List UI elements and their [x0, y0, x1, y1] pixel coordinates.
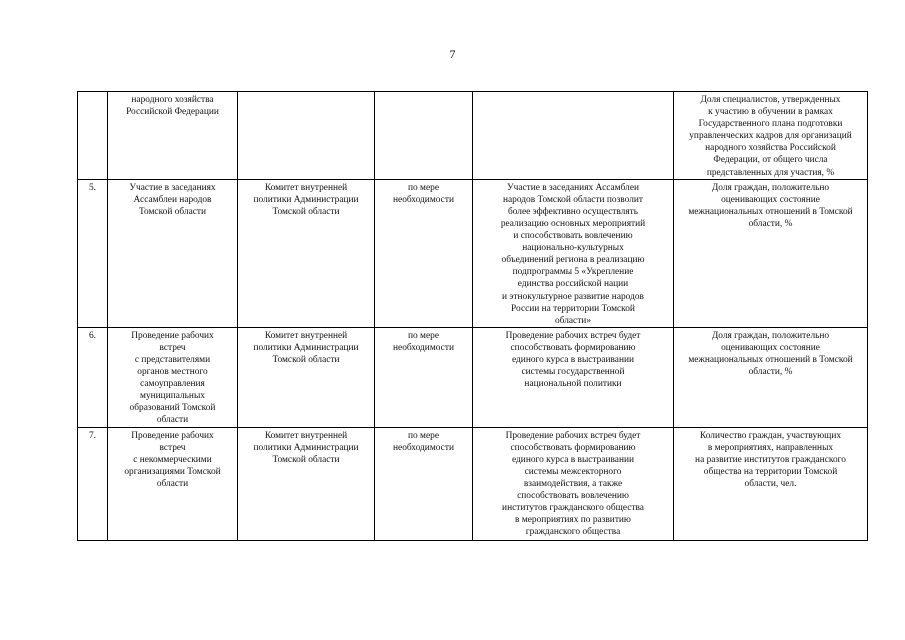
measures-table	[77, 91, 868, 541]
page-number: 7	[449, 47, 456, 61]
table-row	[78, 327, 868, 427]
event-cell: народного хозяйства Российской Федерации	[108, 92, 238, 180]
term-cell: по мере необходимости	[375, 327, 473, 427]
result-cell: Проведение рабочих встреч будет способствовать формированию единого курса в выстраивании системы межсекторного взаимодействия, а также способствовать вовлечению институтов гражданского общества в мероприятиях по развитию гражданского общества	[473, 427, 674, 540]
row-number-cell: 6.	[78, 327, 108, 427]
row-number-cell	[78, 92, 108, 180]
term-cell	[375, 92, 473, 180]
table-row	[78, 179, 868, 327]
table-row	[78, 427, 868, 540]
event-cell: Участие в заседаниях Ассамблеи народов Томской области	[108, 179, 238, 327]
result-cell: Участие в заседаниях Ассамблеи народов Томской области позволит более эффективно осуществлять реализацию основных мероприятий и способствовать вовлечению национально-культурных объединений региона в реализацию подпрограммы 5 «Укрепление единства российской нации и этнокультурное развитие народов России на территории Томской области»	[473, 179, 674, 327]
executor-cell: Комитет внутренней политики Администрации Томской области	[238, 427, 375, 540]
indicator-cell: Доля граждан, положительно оценивающих состояние межнациональных отношений в Томской области, %	[674, 179, 868, 327]
indicator-cell: Доля граждан, положительно оценивающих состояние межнациональных отношений в Томской области, %	[674, 327, 868, 427]
result-cell	[473, 92, 674, 180]
indicator-cell: Доля специалистов, утвержденных к участию в обучении в рамках Государственного плана подготовки управленческих кадров для организаций народного хозяйства Российской Федерации, от общего числа представленных для участия, %	[674, 92, 868, 180]
executor-cell: Комитет внутренней политики Администрации Томской области	[238, 327, 375, 427]
term-cell: по мере необходимости	[375, 427, 473, 540]
term-cell: по мере необходимости	[375, 179, 473, 327]
indicator-cell: Количество граждан, участвующих в мероприятиях, направленных на развитие институтов гражданского общества на территории Томской области, чел.	[674, 427, 868, 540]
executor-cell	[238, 92, 375, 180]
executor-cell: Комитет внутренней политики Администрации Томской области	[238, 179, 375, 327]
event-cell: Проведение рабочих встреч с представителями органов местного самоуправления муниципальных образований Томской области	[108, 327, 238, 427]
row-number-cell: 7.	[78, 427, 108, 540]
result-cell: Проведение рабочих встреч будет способствовать формированию единого курса в выстраивании системы государственной национальной политики	[473, 327, 674, 427]
event-cell: Проведение рабочих встреч с некоммерческими организациями Томской области	[108, 427, 238, 540]
table-row	[78, 92, 868, 180]
row-number-cell: 5.	[78, 179, 108, 327]
